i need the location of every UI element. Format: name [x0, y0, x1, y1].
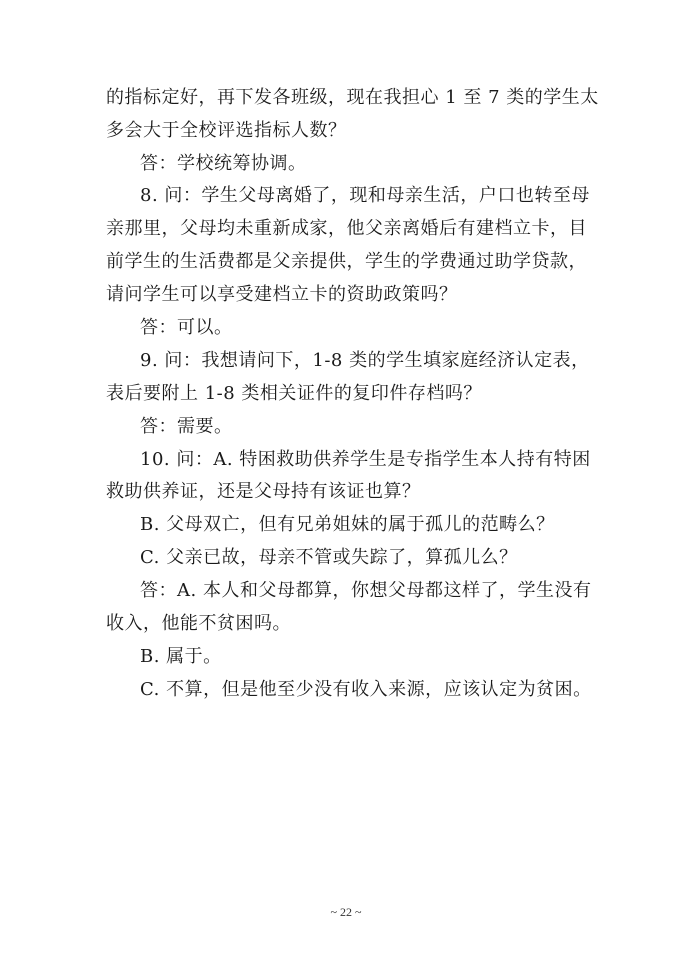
page-number: ~ 22 ~: [330, 905, 362, 919]
text-line: 亲那里，父母均未重新成家，他父亲离婚后有建档立卡，目: [106, 218, 587, 239]
text-line: 的指标定好，再下发各班级，现在我担心 1 至 7 类的学生太: [106, 87, 599, 108]
answer-line: 答：需要。: [140, 416, 233, 437]
question-line: 10. 问：A. 特困救助供养学生是专指学生本人持有特困: [140, 449, 591, 470]
answer-line: 答：学校统筹协调。: [140, 153, 307, 174]
text-line: 请问学生可以享受建档立卡的资助政策吗？: [106, 284, 458, 305]
text-line: C. 不算，但是他至少没有收入来源，应该认定为贫困。: [140, 679, 592, 700]
text-line: 前学生的生活费都是父亲提供，学生的学费通过助学贷款，: [106, 251, 587, 272]
text-line: B. 属于。: [140, 646, 222, 667]
text-line: B. 父母双亡，但有兄弟姐妹的属于孤儿的范畴么？: [140, 514, 555, 535]
text-line: 多会大于全校评选指标人数？: [106, 120, 347, 141]
answer-line: 答：可以。: [140, 317, 233, 338]
text-line: C. 父亲已故，母亲不管或失踪了，算孤儿么？: [140, 547, 518, 568]
text-line: 收入，他能不贫困吗。: [106, 613, 291, 634]
question-line: 8. 问：学生父母离婚了，现和母亲生活，户口也转至母: [140, 185, 590, 206]
question-line: 9. 问：我想请问下，1-8 类的学生填家庭经济认定表，: [140, 350, 590, 371]
text-line: 救助供养证，还是父母持有该证也算？: [106, 481, 421, 502]
text-line: 表后要附上 1-8 类相关证件的复印件存档吗？: [106, 383, 482, 404]
answer-line: 答：A. 本人和父母都算，你想父母都这样了，学生没有: [140, 580, 592, 601]
